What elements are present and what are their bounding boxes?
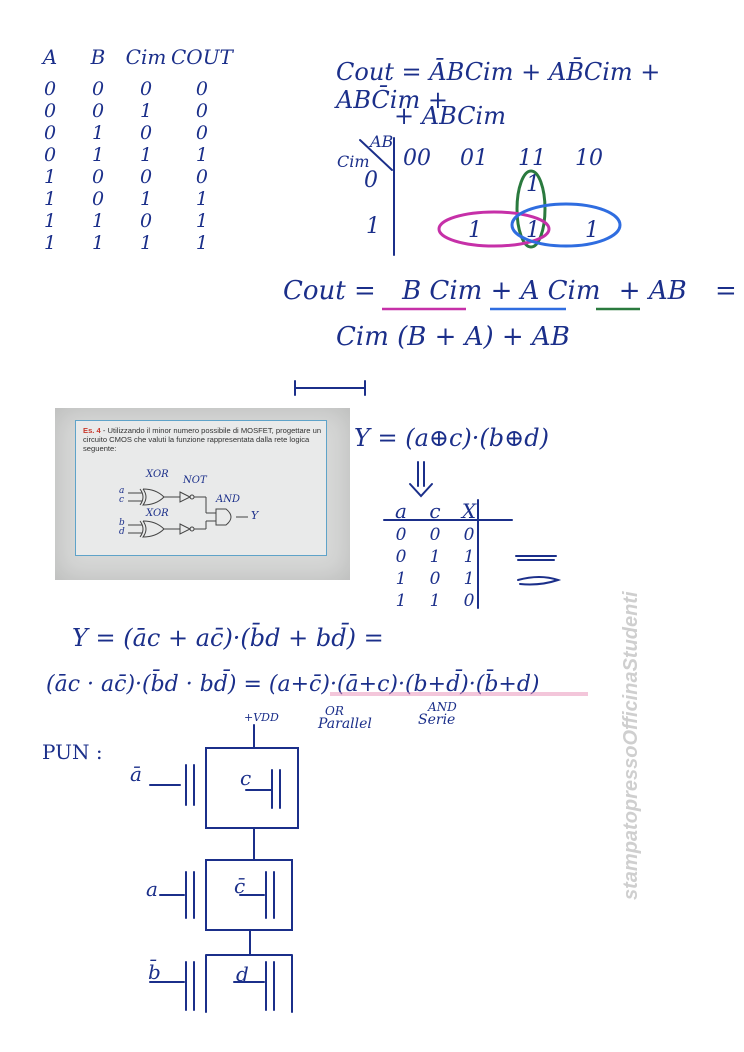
truth-table-cell: 0 — [91, 100, 105, 122]
truth-table-cell: 1 — [195, 210, 208, 232]
truth-table-cell: 1 — [91, 232, 105, 254]
truth-table-cell: 0 — [139, 210, 153, 232]
equals-sign: = — [715, 276, 737, 306]
truth-table-cell: 0 — [43, 144, 57, 166]
note-parallel: Parallel — [318, 716, 372, 732]
xor-bottom-label: XOR — [146, 508, 169, 519]
pun-label: PUN : — [42, 740, 103, 764]
xor-table-cell: 0 — [395, 525, 407, 545]
input-d: d — [119, 527, 125, 537]
xor-table-cell: 1 — [395, 569, 407, 589]
truth-table-cell: 0 — [195, 78, 208, 100]
gate-c: c — [240, 766, 252, 790]
kmap-col-00: 00 — [403, 146, 431, 171]
kmap-col-01: 01 — [460, 146, 488, 171]
xor-col-x: X — [461, 499, 477, 523]
kmap-cell-0-11: 1 — [526, 172, 540, 197]
cout-label: Cout = — [283, 276, 376, 306]
scribble-1 — [516, 556, 556, 560]
truth-table-cell: 0 — [43, 122, 57, 144]
xor-table-cell: 0 — [395, 547, 407, 567]
truth-table-cell: 0 — [195, 166, 208, 188]
kmap-row-1: 1 — [366, 214, 380, 239]
truth-table-cell: 1 — [43, 166, 57, 188]
xor-top-label: XOR — [146, 469, 169, 480]
scribble-2 — [518, 577, 558, 585]
y-expansion-line2: (āc · ac̄)·(b̄d · bd̄) = (a+c̄)·(ā+c)·(b+d̄)·(b̄+d) — [46, 672, 540, 697]
truth-table-cell: 1 — [139, 232, 153, 254]
col-a: A — [42, 45, 58, 69]
truth-table-cell: 1 — [91, 210, 105, 232]
group-blue — [512, 204, 620, 246]
truth-table-cell: 0 — [43, 100, 57, 122]
gate-a-bar: ā — [130, 762, 142, 786]
cout-equation-line2: + ABCim — [394, 102, 506, 130]
y-equation: Y = (a⊕c)·(b⊕d) — [354, 424, 549, 452]
xor-col-a: a — [395, 499, 407, 523]
kmap-diagonal — [360, 140, 392, 170]
gate-a: a — [146, 877, 158, 901]
truth-table-cell: 1 — [43, 210, 57, 232]
term-a-cim: A Cim — [520, 276, 601, 306]
truth-table-cell: 0 — [91, 78, 105, 100]
plus-2: + — [618, 276, 641, 306]
truth-table-cell: 1 — [195, 232, 208, 254]
truth-table-cell: 1 — [139, 188, 153, 210]
xor-table-cell: 0 — [463, 525, 475, 545]
truth-table-cell: 1 — [43, 188, 57, 210]
plus-1: + — [490, 276, 513, 306]
col-cout: COUT — [171, 45, 233, 69]
kmap-col-11: 11 — [518, 146, 546, 171]
xor-table-cell: 1 — [463, 547, 475, 567]
truth-table-cell: 1 — [139, 144, 153, 166]
kmap-cell-1-10: 1 — [585, 218, 599, 243]
not-label: NOT — [183, 475, 207, 486]
kmap-row-var: Cim — [337, 152, 370, 171]
y-expansion-line1: Y = (āc + ac̄)·(b̄d + bd̄) = — [72, 624, 384, 652]
input-a: a — [119, 486, 125, 496]
note-series: Serie — [418, 712, 456, 728]
kmap-cell-1-11: 1 — [526, 218, 540, 243]
vdd-label: +VDD — [244, 711, 279, 724]
truth-table-cell: 1 — [91, 144, 105, 166]
col-b: B — [90, 45, 106, 69]
truth-table-cell: 1 — [139, 100, 153, 122]
truth-table-cell: 0 — [43, 78, 57, 100]
pun-block-3 — [206, 955, 292, 1012]
truth-table-cell: 0 — [195, 100, 208, 122]
kmap-col-10: 10 — [575, 146, 603, 171]
truth-table-cell: 0 — [139, 166, 153, 188]
kmap-cell-1-01: 1 — [468, 218, 482, 243]
term-b-cim: B Cim — [402, 276, 483, 306]
exercise-description: - Utilizzando il minor numero possibile di MOSFET, progettare un circuito CMOS che valuti la funzione rappresentata dalla rete logica seguente: — [83, 426, 322, 454]
truth-table-cell: 1 — [195, 144, 208, 166]
gate-b-bar: b̄ — [148, 960, 161, 984]
truth-table-cell: 1 — [91, 122, 105, 144]
xor-table-cell: 1 — [395, 591, 407, 611]
input-b: b — [119, 518, 125, 528]
output-y: Y — [251, 509, 259, 522]
truth-table-cell: 0 — [91, 166, 105, 188]
pun-block-1 — [206, 748, 298, 828]
xor-col-c: c — [429, 499, 441, 523]
xor-table-cell: 1 — [429, 591, 441, 611]
col-cim: Cim — [125, 45, 167, 69]
xor-table-cell: 1 — [463, 569, 475, 589]
xor-table-cell: 1 — [429, 547, 441, 567]
input-c: c — [119, 495, 125, 505]
note-and: AND — [428, 700, 457, 714]
cout-simplified-line2: Cim (B + A) + AB — [336, 322, 570, 352]
note-or: OR — [325, 704, 344, 718]
gate-d: d — [236, 962, 249, 986]
truth-table-cell: 1 — [195, 188, 208, 210]
cout-equation-line1: Cout = ĀBCim + AB̄Cim + ABC̄im + — [336, 58, 661, 114]
gate-c-bar: c̄ — [234, 874, 246, 898]
and-label: AND — [216, 494, 240, 505]
term-ab: AB — [648, 276, 687, 306]
truth-table-cell: 0 — [195, 122, 208, 144]
kmap-row-0: 0 — [364, 168, 378, 193]
exercise-label: Es. 4 — [83, 426, 101, 435]
truth-table-cell: 1 — [43, 232, 57, 254]
truth-table-cell: 0 — [139, 122, 153, 144]
xor-table-cell: 0 — [463, 591, 475, 611]
arrow-head — [410, 484, 432, 496]
kmap-col-var: AB — [370, 132, 394, 151]
watermark: stampatopressoOfficinaStudenti — [620, 591, 642, 900]
truth-table-cell: 0 — [91, 188, 105, 210]
truth-table-cell: 0 — [139, 78, 153, 100]
xor-table-cell: 0 — [429, 569, 441, 589]
xor-table-cell: 0 — [429, 525, 441, 545]
